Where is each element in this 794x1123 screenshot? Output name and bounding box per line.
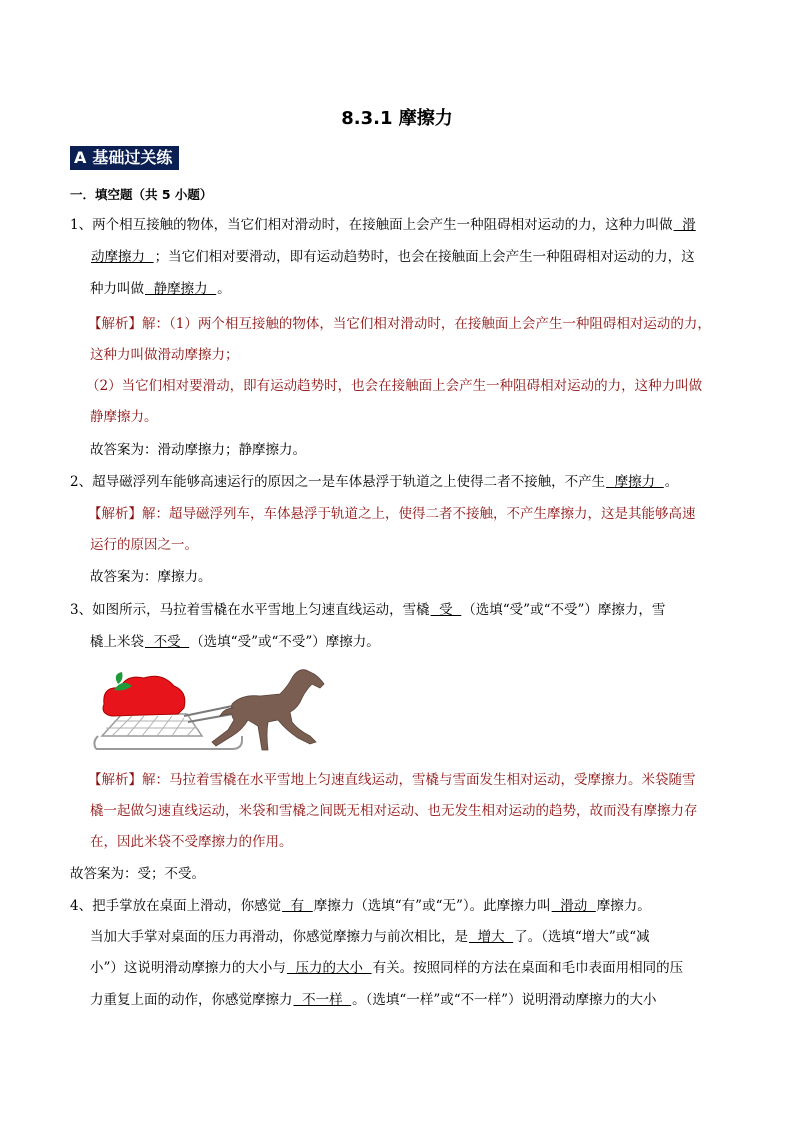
solution-tag: 【解析】 [88,772,142,788]
section-label: 基础过关练 [92,148,173,167]
q4-text: 摩擦力。 [596,898,651,914]
section-banner [70,146,179,170]
q4-text: 4、把手掌放在桌面上滑动，你感觉 [70,898,282,914]
q1-solution-4: 静摩擦力。 [90,409,158,425]
q3-answer-1: 受 [430,602,462,618]
red-sack [103,676,185,716]
part-heading: 一．填空题（共 5 小题） [70,187,213,202]
q3-text: （选填“受”或“不受”）摩擦力，雪 [462,602,666,618]
q3-solution-1 [88,765,696,796]
q1-answer-2: 静摩擦力 [145,281,217,297]
solution-text: 解：（1）两个相互接触的物体，当它们相对滑动时，在接触面上会产生一种阻碍相对运动的力， [142,316,711,332]
sled-body [102,714,202,736]
q4-text: 当加大手掌对桌面的压力再滑动，你感觉摩擦力与前次相比，是 [90,929,468,945]
q1-text: 。 [217,281,231,297]
q2-solution-2: 运行的原因之一。 [90,537,198,553]
q3-answer-2: 不受 [145,634,190,650]
q3-solution-2: 橇一起做匀速直线运动，米袋和雪橇之间既无相对运动、也无发生相对运动的趋势，故而没有摩擦力存 [90,803,698,819]
q1-text: ；当它们相对要滑动，即有运动趋势时，也会在接触面上会产生一种阻碍相对运动的力，这 [154,249,695,265]
q2-text: 。 [664,474,679,490]
q2-line-1 [70,467,678,498]
q4-text: 摩擦力（选填“有”或“无”）。此摩擦力叫 [313,898,551,914]
q4-line-2 [90,922,650,953]
q4-text: 。（选填“一样”或“不一样”）说明滑动摩擦力的大小 [352,992,657,1008]
q4-answer-2: 滑动 [551,898,596,914]
horse-sled-illustration [92,664,328,754]
q2-answer: 摩擦力 [606,474,664,490]
sled-runner-front [94,736,98,749]
section-tag: A [74,148,87,167]
green-leaf [116,672,123,684]
q2-text: 2、超导磁浮列车能够高速运行的原因之一是车体悬浮于轨道之上使得二者不接触，不产生 [70,474,606,490]
solution-tag: 【解析】 [88,316,142,332]
q1-text: 1、两个相互接触的物体，当它们相对滑动时，在接触面上会产生一种阻碍相对运动的力，这种力叫做 [70,217,673,233]
page-title: 8.3.1 摩擦力 [341,108,453,129]
q3-text: 橇上米袋 [90,634,144,650]
q4-text: 有关。按照同样的方法在桌面和毛巾表面用相同的压 [372,960,684,976]
q4-line-1 [70,891,651,922]
q1-answer-summary: 故答案为：滑动摩擦力；静摩擦力。 [90,442,306,458]
q3-solution-3: 在，因此米袋不受摩擦力的作用。 [90,834,293,850]
q3-text: 3、如图所示，马拉着雪橇在水平雪地上匀速直线运动，雪橇 [70,602,430,618]
q4-line-3 [90,953,683,984]
q1-line-2 [90,242,695,273]
q4-text: 了。（选填“增大”或“减 [514,929,650,945]
q1-line-1 [70,210,697,241]
solution-tag: 【解析】 [88,506,142,522]
q3-answer-summary: 故答案为：受；不受。 [70,866,205,882]
q2-answer-summary: 故答案为：摩擦力。 [90,569,212,585]
q4-answer-1: 有 [282,898,313,914]
q1-answer-1b: 动摩擦力 [91,249,154,265]
q1-text: 种力叫做 [90,281,144,297]
q1-solution-3: （2）当它们相对要滑动，即有运动趋势时，也会在接触面上会产生一种阻碍相对运动的力，这种力叫做 [86,378,703,394]
q4-answer-4: 压力的大小 [286,960,372,976]
q1-solution-1 [88,309,711,340]
q3-line-2 [90,627,380,658]
q3-line-1 [70,595,665,626]
q4-answer-3: 增大 [469,929,514,945]
solution-text: 解：超导磁浮列车，车体悬浮于轨道之上，使得二者不接触，不产生摩擦力，这是其能够高速 [142,506,696,522]
q4-text: 力重复上面的动作，你感觉摩擦力 [90,992,293,1008]
q1-solution-2: 这种力叫做滑动摩擦力； [90,347,239,363]
q4-answer-5: 不一样 [293,992,352,1008]
q4-text: 小”）这说明滑动摩擦力的大小与 [90,960,286,976]
solution-text: 解：马拉着雪橇在水平雪地上匀速直线运动，雪橇与雪面发生相对运动，受摩擦力。米袋随雪 [142,772,696,788]
q4-line-4 [90,985,657,1016]
q1-answer-1: 滑 [673,217,696,233]
q3-text: （选填“受”或“不受”）摩擦力。 [190,634,380,650]
q1-line-3 [90,274,231,305]
q2-solution-1 [88,499,696,530]
